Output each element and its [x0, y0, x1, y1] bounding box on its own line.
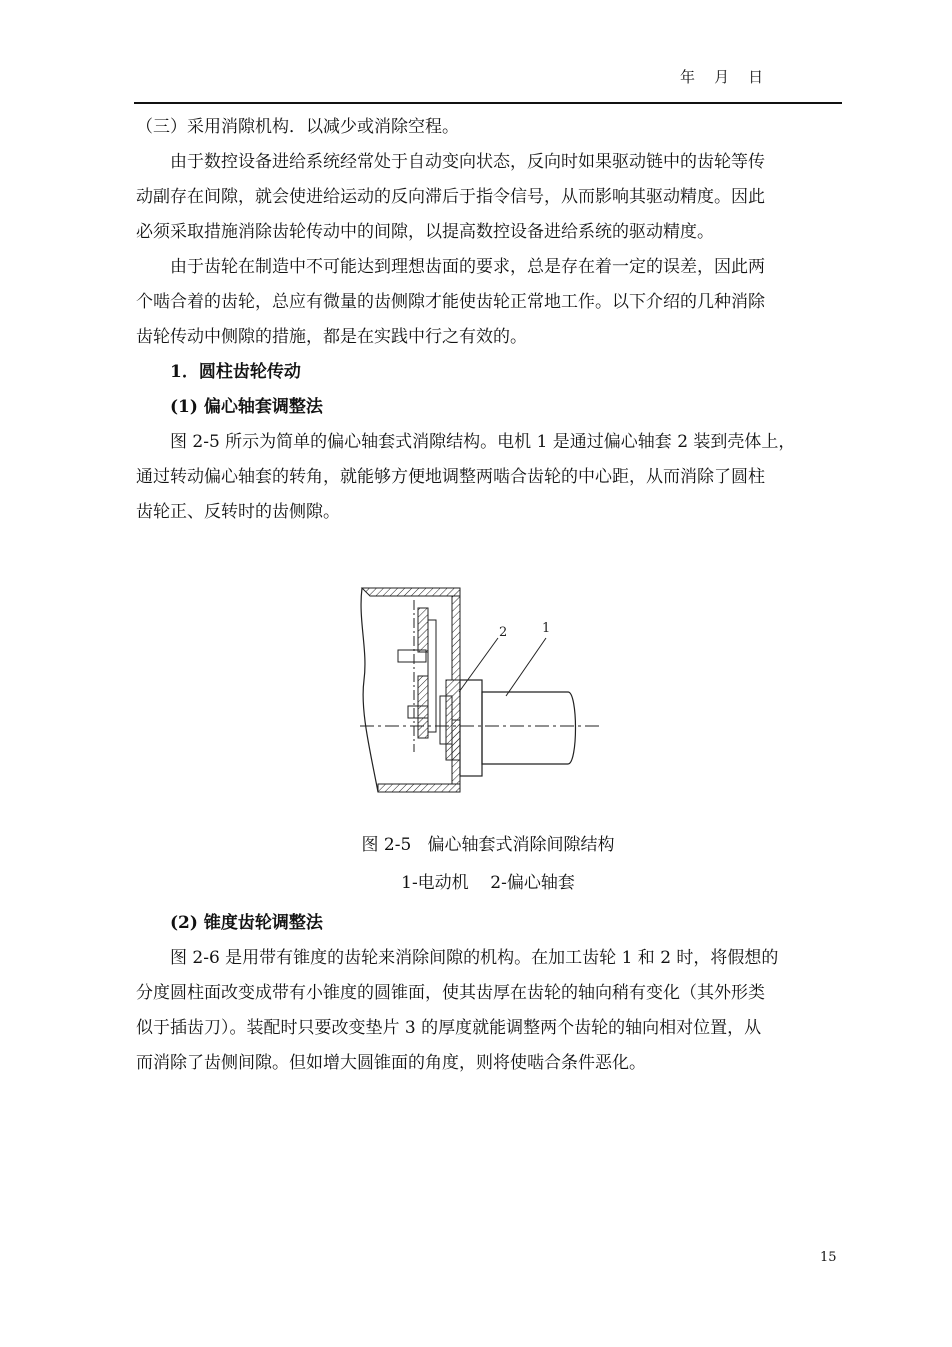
- paragraph-1-line-2: 动副存在间隙，就会使进给运动的反向滞后于指令信号，从而影响其驱动精度。因此: [136, 187, 765, 207]
- figure-eccentric-sleeve-drawing: [356, 580, 606, 802]
- heading-cylindrical-gear: 1．圆柱齿轮传动: [170, 362, 301, 382]
- main-text: [136, 110, 842, 530]
- paragraph-3-line-1: 图 2-5 所示为简单的偏心轴套式消隙结构。电机 1 是通过偏心轴套 2 装到壳体上，: [170, 432, 796, 452]
- paragraph-2-line-2: 个啮合着的齿轮，总应有微量的齿侧隙才能使齿轮正常地工作。以下介绍的几种消除: [136, 292, 765, 312]
- page-number: 15: [820, 1250, 837, 1265]
- paragraph-2-line-3: 齿轮传动中侧隙的措施，都是在实践中行之有效的。: [136, 327, 527, 347]
- paragraph-4-line-4: 而消除了齿侧间隙。但如增大圆锥面的角度，则将使啮合条件恶化。: [136, 1053, 646, 1073]
- heading-taper-gear: (2) 锥度齿轮调整法: [170, 913, 323, 933]
- figure-caption: 图 2-5 偏心轴套式消除间隙结构: [361, 835, 615, 855]
- paragraph-1-line-1: 由于数控设备进给系统经常处于自动变向状态，反向时如果驱动链中的齿轮等传: [170, 152, 765, 172]
- label-2: 2: [499, 625, 508, 640]
- figure-subcaption: 1-电动机 2-偏心轴套: [401, 873, 575, 893]
- header-date: 年 月 日: [680, 68, 764, 86]
- paragraph-4-line-2: 分度圆柱面改变成带有小锥度的圆锥面，使其齿厚在齿轮的轴向稍有变化（其外形类: [136, 983, 765, 1003]
- paragraph-3-line-3: 齿轮正、反转时的齿侧隙。: [136, 502, 340, 522]
- paragraph-4-line-1: 图 2-6 是用带有锥度的齿轮来消除间隙的机构。在加工齿轮 1 和 2 时，将假想的: [170, 948, 779, 968]
- paragraph-1-line-3: 必须采取措施消除齿轮传动中的间隙，以提高数控设备进给系统的驱动精度。: [136, 222, 714, 242]
- main-text-2: [136, 906, 842, 1081]
- section-intro: （三）采用消隙机构．以减少或消除空程。: [136, 117, 459, 137]
- heading-eccentric-sleeve: (1) 偏心轴套调整法: [170, 397, 323, 417]
- paragraph-4-line-3: 似于插齿刀）。装配时只要改变垫片 3 的厚度就能调整两个齿轮的轴向相对位置，从: [136, 1018, 762, 1038]
- header-rule: [134, 102, 842, 104]
- paragraph-3-line-2: 通过转动偏心轴套的转角，就能够方便地调整两啮合齿轮的中心距，从而消除了圆柱: [136, 467, 765, 487]
- label-1: 1: [542, 621, 551, 636]
- paragraph-2-line-1: 由于齿轮在制造中不可能达到理想齿面的要求，总是存在着一定的误差，因此两: [170, 257, 765, 277]
